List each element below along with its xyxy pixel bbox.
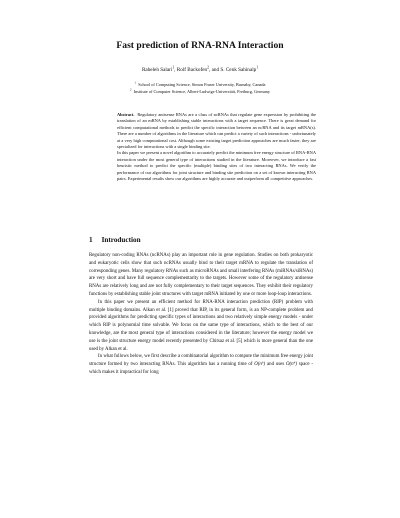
author-separator: , xyxy=(174,67,177,73)
affiliation-list xyxy=(0,81,400,96)
affiliation-mark: 2 xyxy=(207,65,209,70)
affiliation-text: Institute of Computer Science, Albert-Ludwigs-Universität, Freiburg, Germany xyxy=(133,89,270,95)
affiliation-mark: 2 xyxy=(130,87,132,92)
body-paragraph: In this paper we present an efficient method for RNA-RNA interaction prediction (RIP) problem with multiple binding domains. Alkan et al. [1] proved that RIP, in its general form, is an NP-complete problem and provided algorithms for predicting specific types of interactions and two relatively simple energy models - under which RIP is polynomial time solvable. We focus on the same type of interactions, which to the best of our knowledge, are the most general type of interactions considered in the literature; however the energy model we use is the joint structure energy model recently presented by Chitsaz et al. [5] which is more general than the one used by Alkan et al. xyxy=(89,299,313,352)
paper-title: Fast prediction of RNA-RNA Interaction xyxy=(116,40,284,51)
section-title: Introduction xyxy=(101,236,141,244)
affiliation-mark: 1 xyxy=(256,65,259,70)
affiliation xyxy=(0,81,400,88)
body-text: space - which makes it impractical for long xyxy=(89,362,314,375)
abstract-paragraph: In this paper we present a novel algorithm to accurately predict the minimum free energy structure of RNA-RNA interaction under the most general type of interactions studied in the literature. Moreover, we introduce a fast heuristic method to predict the specific (multiple) binding sites of two interacting RNAs. We verify the performance of our algorithms for joint structure and binding site prediction on a set of known interacting RNA pairs. Experimental results show our algorithms are highly accurate and outperform all competitive approaches. xyxy=(117,150,316,182)
author-list xyxy=(0,67,400,73)
body-paragraph: Regulatory non-coding RNAs (ncRNAs) play an important role in gene regulation. Studies on both prokaryotic and eukaryotic cells show that such ncRNAs usually bind to their target mRNA to regulate the translation of corresponding genes. Many regulatory RNAs such as microRNAs and small interfering RNAs (miRNAs/siRNAs) are very short and have full sequence complementarity to the targets. However some of the regulatory antisense RNAs are relatively long and are not fully complementary to their target sequences. They exhibit their regulatory functions by establishing stable joint structures with target mRNA initiated by one or more loop-loop interactions. xyxy=(89,253,313,297)
affiliation xyxy=(0,88,400,95)
affiliation-mark: 1 xyxy=(172,65,175,70)
body-text: and uses xyxy=(265,362,287,368)
introduction-body xyxy=(89,252,313,377)
abstract xyxy=(117,112,316,182)
abstract-text: Regulatory antisense RNAs are a class of ncRNAs that regulate gene expression by prohibiting the translation of an mRNA by establishing stable interactions with a target sequence. There is great demand for efficient computational methods to predict the specific interaction between an ncRNA and its target mRNA(s). There are a number of algorithms in the literature which can predict a variety of such interactions - unfortunately at a very high computational cost. Although some existing target prediction approaches are much faster, they are specialized for interactions with a single binding site. xyxy=(117,112,316,150)
author-name: S. Cenk Sahinalp xyxy=(220,67,257,73)
body-paragraph xyxy=(89,353,313,376)
math-expression: O(n⁶) xyxy=(254,362,266,368)
affiliation-text: School of Computing Science, Simon Fraser University, Burnaby, Canada xyxy=(138,82,266,87)
abstract-paragraph xyxy=(117,112,316,150)
author-name: Rolf Backofen xyxy=(176,67,208,73)
math-expression: O(n⁴) xyxy=(286,362,297,368)
author-separator: , and xyxy=(208,67,221,73)
affiliation-mark: 1 xyxy=(134,80,137,85)
body-text: In what follows below, we first describe a combinatorial algorithm to compute the minimum free energy joint structure formed by two interacting RNAs. This algorithm has a running time of xyxy=(89,354,313,368)
author-name: Raheleh Salari xyxy=(141,67,173,73)
section-number: 1 xyxy=(89,236,93,244)
section-heading xyxy=(89,236,141,244)
abstract-label: Abstract. xyxy=(117,112,135,117)
